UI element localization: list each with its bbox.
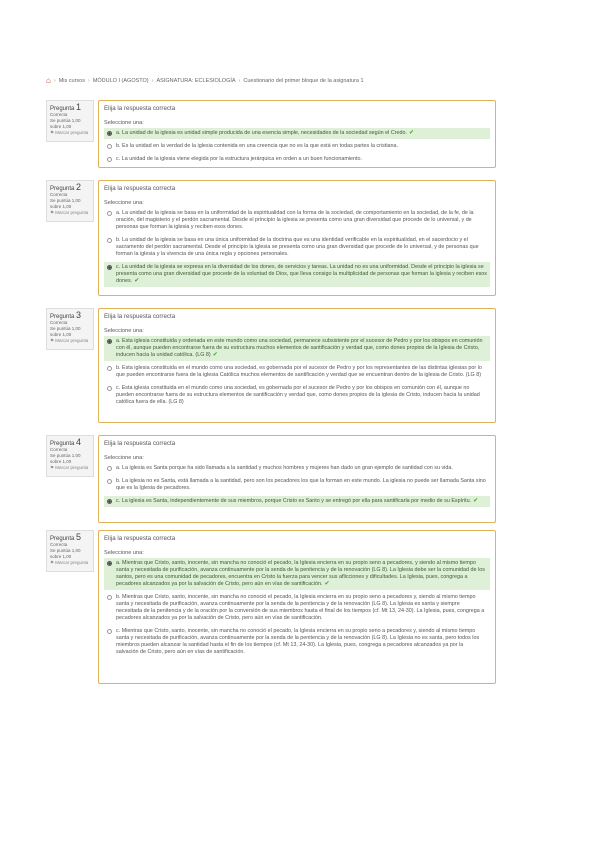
option-text: Mientras que Cristo, santo, inocente, sin mancha no conoció el pecado, la Iglesia encierra en su propio seno a pecadores y, siendo al mismo tiempo santa y necesitada de purificación, avanza continuamente por la senda de la penitencia y de la renovación (LG 8). La Iglesia no es santa, pero todos los miembros pueden alcanzar la santidad hasta el fin de los tiempos (cf. Mt 13, 24-30). La Iglesia, pues, congrega a pecadores alcanzados ya por la salvación de Cristo, pero aún en vías de santificación. [116, 628, 480, 655]
answer-text [116, 594, 487, 622]
answer-text [116, 365, 487, 379]
chevron-right-icon: › [151, 78, 154, 84]
option-text: La iglesia es Santa porque ha sido llamada a la santidad y muchos hombres y mujeres han dado un gran ejemplo de santidad con su vida. [122, 465, 453, 471]
question-number [50, 439, 90, 447]
check-icon: ✔ [324, 581, 330, 587]
question-number-value: 1 [76, 102, 82, 112]
breadcrumb-item[interactable]: ASIGNATURA: ECLESIOLOGÍA [156, 78, 236, 84]
answer-option[interactable] [104, 463, 490, 474]
radio-button[interactable] [107, 339, 112, 344]
flag-icon[interactable]: ⚑ [50, 338, 56, 343]
question-number-value: 5 [76, 532, 82, 542]
question-content [98, 530, 496, 684]
answer-text [116, 465, 453, 472]
radio-button[interactable] [107, 366, 112, 371]
option-letter: c. [116, 498, 121, 504]
flag-label[interactable]: Marcar pregunta [55, 210, 89, 215]
option-letter: c. [116, 385, 121, 391]
radio-button[interactable] [107, 629, 112, 634]
answer-text [116, 385, 487, 406]
select-label: Seleccione una: [104, 200, 144, 206]
answer-option[interactable] [104, 626, 490, 658]
question-number [50, 312, 90, 320]
chevron-right-icon: › [238, 78, 241, 84]
answer-text [116, 264, 487, 285]
answer-text [116, 498, 478, 505]
option-letter: a. [116, 210, 121, 216]
score-text: Se puntúa 1,00 sobre 1,00 [50, 453, 81, 464]
radio-button[interactable] [107, 238, 112, 243]
question-number-value: 3 [76, 310, 82, 320]
status-text: Correcta [50, 112, 68, 117]
flag-icon[interactable]: ⚑ [50, 210, 56, 215]
question-info [46, 530, 94, 572]
question-prompt: Elija la respuesta correcta [104, 105, 176, 112]
radio-button[interactable] [107, 561, 112, 566]
question-info [46, 180, 94, 222]
radio-button[interactable] [107, 466, 112, 471]
option-text: Esta iglesia constituida en el mundo como una sociedad, es gobernada por el sucesor de Pedro y por los obispos en comunión con él, aunque no pueden encontrarse fuera de su estructura elementos de santificación y verdad que, como dones propios de la iglesia de Cristo, inducen hacia la unidad católica fuera de ella. (LG 8) [116, 385, 480, 405]
answer-option[interactable] [104, 336, 490, 361]
option-text: Esta iglesia constituida y ordenada en este mundo como una sociedad, permanece subsistente por el sucesor de Pedro y por los obispos en comunión con él, aunque pueden encontrarse fuera de su estructura muchos elementos de santificación y verdad que, como dones propios de la Iglesia de Cristo, inducen hacia la unidad católica. (LG 8) [116, 338, 483, 358]
radio-button[interactable] [107, 211, 112, 216]
score-text: Se puntúa 1,00 sobre 1,00 [50, 548, 81, 559]
question-content [98, 435, 496, 523]
select-label: Seleccione una: [104, 455, 144, 461]
option-text: La iglesia no es Santa, está llamada a la santidad, pero son los pecadores los que la forman en este mundo. La iglesia no puede ser llamada Santa sino que es la Iglesia de pecadores. [116, 478, 486, 491]
option-text: Mientras que Cristo, santo, inocente, sin mancha no conoció el pecado, la Iglesia encierra en su propio seno a pecadores, y siendo al mismo tiempo santa y necesitada de purificación, avanza continuamente por la senda de la penitencia y de la renovación (LG 8). La Iglesia debe ser la comunidad de los santos, pero es una comunidad de pecadores, encuentra en Cristo la fuerza para vencer sus aflicciones y dificultades. La Iglesia, pues, congrega a pecadores alcanzados ya por la salvación de Cristo, pero aún en vías de santificación. [116, 560, 485, 587]
question-prompt: Elija la respuesta correcta [104, 535, 176, 542]
check-icon: ✔ [409, 130, 415, 136]
flag-icon[interactable]: ⚑ [50, 465, 56, 470]
question-block [46, 530, 496, 684]
radio-button[interactable] [107, 386, 112, 391]
question-block [46, 435, 496, 523]
flag-question[interactable] [50, 130, 90, 136]
option-letter: a. [116, 130, 121, 136]
status-text: Correcta [50, 320, 68, 325]
flag-question[interactable] [50, 338, 90, 344]
status-text: Correcta [50, 192, 68, 197]
question-number [50, 534, 90, 542]
question-content [98, 180, 496, 296]
option-letter: a. [116, 338, 121, 344]
option-letter: c. [116, 156, 121, 162]
answer-text [116, 478, 487, 492]
answer-option[interactable] [104, 592, 490, 624]
breadcrumb-item[interactable]: MÓDULO I (AGOSTO) [92, 78, 149, 84]
answer-option[interactable] [104, 476, 490, 494]
score-text: Se puntúa 1,00 sobre 1,00 [50, 118, 81, 129]
flag-label[interactable]: Marcar pregunta [55, 465, 89, 470]
option-letter: b. [116, 143, 121, 149]
option-text: La unidad de la iglesia se expresa en la diversidad de los dones, de servicios y tareas. La unidad no es una uniformidad. Desde el principio la iglesia se presenta como una gran diversidad que procede de la voluntad de Dios, que lleva consigo la multiplicidad de personas que forman la iglesia y reciben esos dones. [116, 264, 487, 284]
chevron-right-icon: › [87, 78, 90, 84]
option-text: Esta iglesia constituida en el mundo como una sociedad, es gobernada por el sucesor de Pedro y por los representantes de las distintas iglesias por lo que pueden encontrarse fuera de la iglesia Católica muchos elementos de santificación y verdad que se encuentran dentro de la iglesia de Cristo. (LG 8) [116, 365, 482, 378]
option-text: La unidad de la iglesia viene elegida por la estructura jerárquica en orden a un buen funcionamiento. [121, 156, 363, 162]
flag-label[interactable]: Marcar pregunta [55, 130, 89, 135]
question-prompt: Elija la respuesta correcta [104, 313, 176, 320]
select-label: Seleccione una: [104, 120, 144, 126]
radio-button[interactable] [107, 144, 112, 149]
question-prompt: Elija la respuesta correcta [104, 185, 176, 192]
score-text: Se puntúa 1,00 sobre 1,00 [50, 326, 81, 337]
question-info [46, 308, 94, 350]
option-letter: a. [116, 560, 121, 566]
option-text: La unidad de la iglesia es unidad simple producida de una esencia simple, necesidades de la sociedad según el Credo. [122, 130, 407, 136]
question-label: Pregunta [50, 186, 75, 192]
question-label: Pregunta [50, 441, 75, 447]
question-content [98, 100, 496, 168]
radio-button[interactable] [107, 499, 112, 504]
question-block [46, 180, 496, 296]
chevron-right-icon: › [53, 78, 56, 84]
option-text: La unidad de la iglesia se basa en una única uniformidad de la doctrina que es una identidad verificable en la espiritualidad, en el sacerdocio y el sacramento del perdón sacramental. Desde el principio la iglesia se presenta como una gran diversidad que procede de lo universal, y de personas que forman la iglesia y la vivencia de una única regla y opciones personales. [116, 237, 479, 257]
radio-button[interactable] [107, 265, 112, 270]
answer-option[interactable] [104, 128, 490, 139]
breadcrumb-item[interactable]: Mis cursos [58, 78, 85, 84]
answer-option[interactable] [104, 235, 490, 260]
answer-text [116, 210, 487, 231]
flag-label[interactable]: Marcar pregunta [55, 560, 89, 565]
check-icon: ✔ [212, 352, 218, 358]
question-info [46, 435, 94, 477]
radio-button[interactable] [107, 157, 112, 162]
option-letter: c. [116, 628, 121, 634]
answer-text [116, 560, 487, 588]
question-label: Pregunta [50, 536, 75, 542]
question-label: Pregunta [50, 314, 75, 320]
check-icon: ✔ [134, 278, 140, 284]
option-letter: b. [116, 594, 121, 600]
answer-option[interactable] [104, 141, 490, 152]
option-letter: a. [116, 465, 121, 471]
question-block [46, 100, 496, 168]
option-text: La unidad de la iglesia se basa en la uniformidad de la espiritualidad con la forma de la sociedad, de comportamiento en la sociedad, de la fe, de la oración, del magisterio y el perdón sacramental. Desde el principio la iglesia se presenta como una gran diversidad que procede de lo universal, y de personas que forman la iglesia y reciben esos dones. [116, 210, 474, 230]
answer-option[interactable] [104, 496, 490, 507]
answer-text [116, 143, 398, 150]
answer-text [116, 130, 414, 137]
flag-label[interactable]: Marcar pregunta [55, 338, 89, 343]
flag-question[interactable] [50, 465, 90, 471]
flag-question[interactable] [50, 210, 90, 216]
answer-option[interactable] [104, 558, 490, 590]
select-label: Seleccione una: [104, 328, 144, 334]
flag-icon[interactable]: ⚑ [50, 130, 56, 135]
breadcrumb-item[interactable]: Cuestionario del primer bloque de la asignatura 1 [243, 78, 364, 84]
answer-text [116, 628, 487, 656]
option-letter: b. [116, 478, 121, 484]
answer-option[interactable] [104, 383, 490, 408]
flag-question[interactable] [50, 560, 90, 566]
breadcrumb [46, 77, 364, 85]
radio-button[interactable] [107, 479, 112, 484]
option-letter: b. [116, 365, 121, 371]
score-text: Se puntúa 1,00 sobre 1,00 [50, 198, 81, 209]
option-letter: c. [116, 264, 121, 270]
answer-option[interactable] [104, 262, 490, 287]
question-info [46, 100, 94, 142]
question-number [50, 184, 90, 192]
question-number-value: 4 [76, 437, 82, 447]
option-text: Es la unidad en la verdad de la iglesia contenida en una creencia que no es la que está en todas partes la cristiana. [122, 143, 399, 149]
question-number-value: 2 [76, 182, 82, 192]
radio-button[interactable] [107, 595, 112, 600]
answer-text [116, 338, 487, 359]
answer-option[interactable] [104, 208, 490, 233]
question-content [98, 308, 496, 423]
status-text: Correcta [50, 542, 68, 547]
flag-icon[interactable]: ⚑ [50, 560, 56, 565]
option-letter: b. [116, 237, 121, 243]
radio-button[interactable] [107, 131, 112, 136]
home-icon[interactable]: ⌂ [46, 76, 51, 85]
check-icon: ✔ [473, 498, 479, 504]
question-block [46, 308, 496, 423]
status-text: Correcta [50, 447, 68, 452]
option-text: Mientras que Cristo, santo, inocente, sin mancha no conoció el pecado, la Iglesia encierra en su propio seno a pecadores y, siendo al mismo tiempo santa y necesitada de purificación, avanza continuamente por la senda de la penitencia y de la renovación (LG 8). La Iglesia es santa y siempre necesitada de la penitencia y de la oración por la conversión de sus miembros hasta el final de los tiempos (cf. Mt 13, 24-30). La Iglesia, pues, congrega a pecadores alcanzados ya por la salvación de Cristo, pero aún en vías de santificación. [116, 594, 485, 621]
answer-text [116, 237, 487, 258]
question-label: Pregunta [50, 106, 75, 112]
answer-text [116, 156, 362, 163]
select-label: Seleccione una: [104, 550, 144, 556]
answer-option[interactable] [104, 363, 490, 381]
question-prompt: Elija la respuesta correcta [104, 440, 176, 447]
question-number [50, 104, 90, 112]
answer-option[interactable] [104, 154, 490, 165]
option-text: La iglesia es Santa, independientemente de sus miembros, porque Cristo es Santo y se entregó por ella para santificarla por medio de su Espíritu. [121, 498, 472, 504]
